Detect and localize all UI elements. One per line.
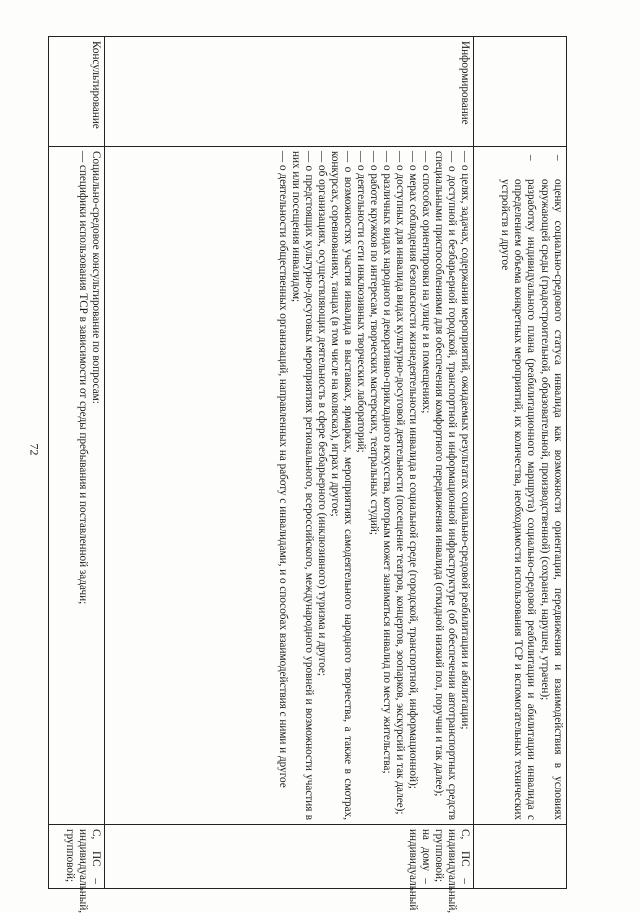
list-item: — о способах ориентировки на улице и в помещениях; [420,151,433,414]
list-item: — о доступных для инвалида видах культурно-досуговой деятельности (посещение театров, концертов, зоопарков, экскурсий и так далее); [394,151,407,815]
type-cell: С, ПС – индивидуальный, групповой; на дому – индивидуальный [105,825,474,889]
list-item: — о различных видах народного и декоративно-прикладного искусства, которым может заниматься инвалид по месту жительства; [381,151,394,774]
category-cell: Консультирование [49,37,105,147]
list-item: – разработку индивидуального плана (реабилитационного маршрута) социально-средовой реабилитации и абилитации инвалида с определением объема конкретных мероприятий, их количества, необходимости использования ТСР и вспомогательных технических устройств и другое [499,155,538,820]
list-item: — специфики использования ТСР в зависимости от среды пребывания и поставленной задачи; [77,151,90,605]
list-item: — о деятельности сети инклюзивных творческих лабораторий; [355,151,368,453]
list-item: — о возможностях участия инвалида в выставках, ярмарках, мероприятиях самодеятельного народного творчества, а также в смотрах, конкурсах, соревнованиях, танцах (в том числе на колясках), играх и другое; [329,151,355,820]
list-item: — о целях, задачах, содержании мероприятий, ожидаемых результатах социально-средовой реабилитации и абилитации; [459,151,471,730]
rotated-table-container [64,36,567,913]
list-item: — о доступной и безбарьерной городской, транспортной и информационной инфраструктуре (об обеспечении автотранспортных средств специальными приспособлениями для обеспечения комфортного передвижения инвалида (откидной низкий пол, поручни и так далее); [433,151,459,820]
list-item: – оценку социально-средового статуса инвалида как возможности ориентации, передвижения и взаимодействия в условиях окружающей среды (градостроительной, образовательной, производственной) (сохранен, нарушен, утрачен); [539,155,564,820]
type-cell [474,825,567,889]
table-row-informing [105,37,474,889]
list-item: — о мерах соблюдения безопасности жизнедеятельности инвалида в социальной среде (городской, транспортной, информационной); [407,151,420,789]
category-cell: Информирование [105,37,474,147]
list-item: Социально-средовое консультирование по вопросам: [90,151,102,404]
content-cell [105,147,474,825]
list-item: — о работе кружков по интересам, творческих мастерских, театральных студий; [368,151,381,536]
category-cell [474,37,567,147]
list-item: — о деятельности общественных организаций, направленных на работу с инвалидами, и о способах взаимодействия с ними и другое [277,151,290,788]
page-number: 72 [27,443,42,456]
table-row-consulting [49,37,105,889]
type-cell: С, ПС – индивидуальный, групповой; [49,825,105,889]
table-row-continued [474,37,567,889]
list-item: — об организациях, осуществляющих деятельность в сфере безбарьерного (инклюзивного) туризма и другое; [316,151,329,676]
content-cell [474,147,567,825]
rehabilitation-table [48,36,567,913]
list-item: — о предстоящих культурно-досуговых мероприятиях регионального, всероссийского, международного уровней и возможности участия в них или посещения инвалидом; [290,151,316,820]
content-cell [49,147,105,825]
